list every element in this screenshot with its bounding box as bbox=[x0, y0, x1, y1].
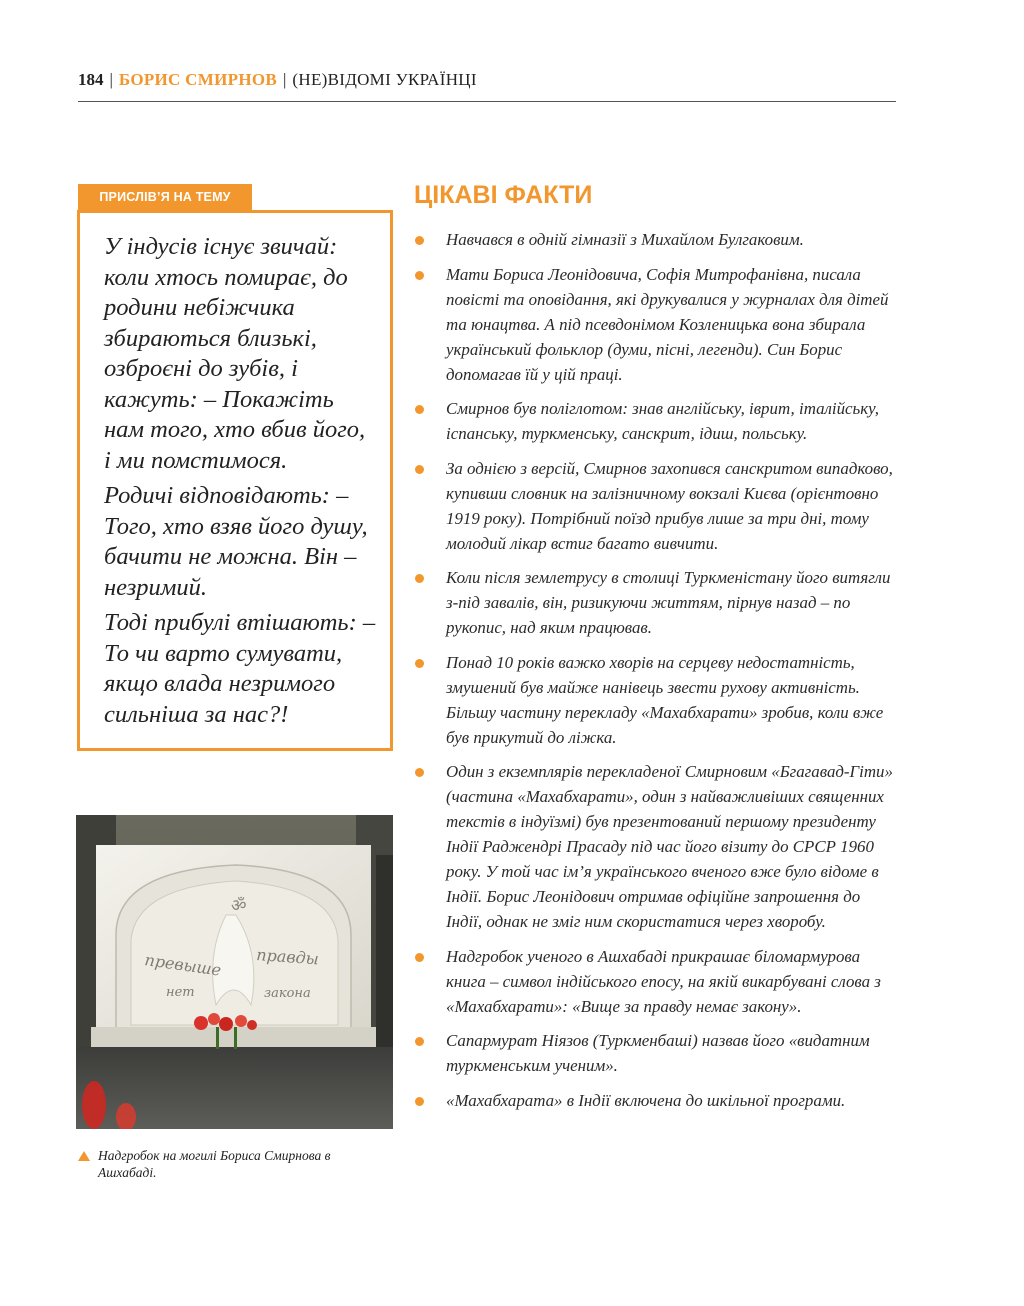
proverb-paragraph: Тоді прибулі втішають: – То чи варто сумувати, якщо влада незримого сильніша за нас?! bbox=[104, 609, 376, 728]
header-series: (НЕ)ВІДОМІ УКРАЇНЦІ bbox=[292, 70, 477, 89]
bullet-icon bbox=[415, 465, 424, 474]
header-separator: | bbox=[109, 70, 113, 89]
proverb-paragraph: Родичі відповідають: – Того, хто взяв його душу, бачити не можна. Він – незримий. bbox=[104, 482, 368, 601]
fact-text: Один з екземплярів перекладеної Смирновим «Бгагавад-Гіти» (частина «Махабхарати», один з найважливіших священних текстів в індуїзмі) був презентований першому президенту Індії Раджендрі Прасаду під час його візиту до СРСР 1960 року. У той час ім’я українського вченого вже було відоме в Індії. Борис Леонідович отримав офіційне запрошення до Індії, однак не зміг ним скористатися через хворобу. bbox=[446, 762, 893, 931]
bullet-icon bbox=[415, 236, 424, 245]
fact-text: Смирнов був поліглотом: знав англійську, іврит, італійську, іспанську, туркменську, санскрит, ідиш, польську. bbox=[446, 399, 880, 443]
fact-text: Надгробок ученого в Ашхабаді прикрашає біломармурова книга – символ індійського епосу, на якій викарбувані слова з «Махабхарати»: «Вище за правду немає закону». bbox=[446, 946, 881, 1016]
proverb-paragraph: У індусів існує звичай: коли хтось помирає, до родини небіжчика збираються близькі, озброєні до зубів, і кажуть: – Покажіть нам того, хто вбив його, і ми помстимося. bbox=[104, 233, 366, 474]
fact-item bbox=[414, 1028, 899, 1078]
fact-item bbox=[414, 456, 899, 556]
fact-item bbox=[414, 944, 899, 1019]
inscription-right: правды bbox=[255, 945, 320, 969]
fact-item bbox=[414, 759, 899, 934]
fact-item bbox=[414, 1088, 899, 1113]
proverb-tag: ПРИСЛІВ’Я НА ТЕМУ bbox=[78, 184, 252, 210]
photo-caption: Надгробок на могилі Бориса Смирнова в Ашхабаді. bbox=[98, 1148, 331, 1180]
om-symbol: ॐ bbox=[231, 896, 247, 916]
fact-text: Понад 10 років важко хворів на серцеву недостатність, змушений був майже нанівець звести рухову активність. Більшу частину перекладу «Махабхарати» зробив, коли вже був прикутий до ліжка. bbox=[446, 652, 884, 747]
header-rule bbox=[78, 101, 896, 102]
header-separator-2: | bbox=[283, 70, 287, 89]
header-author: БОРИС СМИРНОВ bbox=[118, 70, 278, 89]
fact-text: Навчався в одній гімназії з Михайлом Булгаковим. bbox=[446, 230, 804, 249]
fact-text: Мати Бориса Леонідовича, Софія Митрофанівна, писала повісті та оповідання, які друкувалися у журналах для дітей та юнацтва. А під псевдонімом Козленицька вона збирала український фольклор (думи, пісні, легенди). Син Борис допомагав їй у цій праці. bbox=[446, 264, 889, 384]
proverb-text bbox=[104, 232, 376, 735]
running-header bbox=[78, 68, 896, 92]
fact-item bbox=[414, 396, 899, 446]
proverb-box bbox=[77, 210, 393, 751]
page-number: 184 bbox=[78, 70, 104, 89]
fact-text: «Махабхарата» в Індії включена до шкільної програми. bbox=[446, 1090, 846, 1110]
bullet-icon bbox=[415, 659, 424, 668]
fact-text: Сапармурат Ніязов (Туркменбаші) назвав його «видатним туркменським ученим». bbox=[446, 1031, 870, 1075]
fact-text: Коли після землетрусу в столиці Туркменістану його витягли з-під завалів, він, ризикуючи життям, пірнув назад – по рукопис, над яким працював. bbox=[446, 568, 891, 637]
bullet-icon bbox=[415, 1097, 424, 1106]
fact-text: За однією з версій, Смирнов захопився санскритом випадково, купивши словник на залізничному вокзалі Києва (орієнтовно 1919 року). Потрібний поїзд прибув лише за три дні, тому молодий лікар встиг багато вивчити. bbox=[446, 458, 893, 553]
inscription-left-2: нет bbox=[166, 985, 195, 1000]
bullet-icon bbox=[415, 405, 424, 414]
bullet-icon bbox=[415, 953, 424, 962]
facts-list bbox=[414, 227, 899, 1122]
inscription-left: превыше bbox=[143, 950, 223, 980]
fact-item bbox=[414, 262, 899, 387]
bullet-icon bbox=[415, 574, 424, 583]
facts-title: ЦІКАВІ ФАКТИ bbox=[414, 181, 593, 209]
fact-item bbox=[414, 650, 899, 750]
bullet-icon bbox=[415, 1037, 424, 1046]
inscription-right-2: закона bbox=[264, 986, 311, 1001]
gravestone-photo bbox=[76, 815, 393, 1129]
bullet-icon bbox=[415, 271, 424, 280]
caption-triangle-icon bbox=[78, 1151, 90, 1161]
fact-item bbox=[414, 227, 899, 252]
fact-item bbox=[414, 565, 899, 640]
bullet-icon bbox=[415, 768, 424, 777]
